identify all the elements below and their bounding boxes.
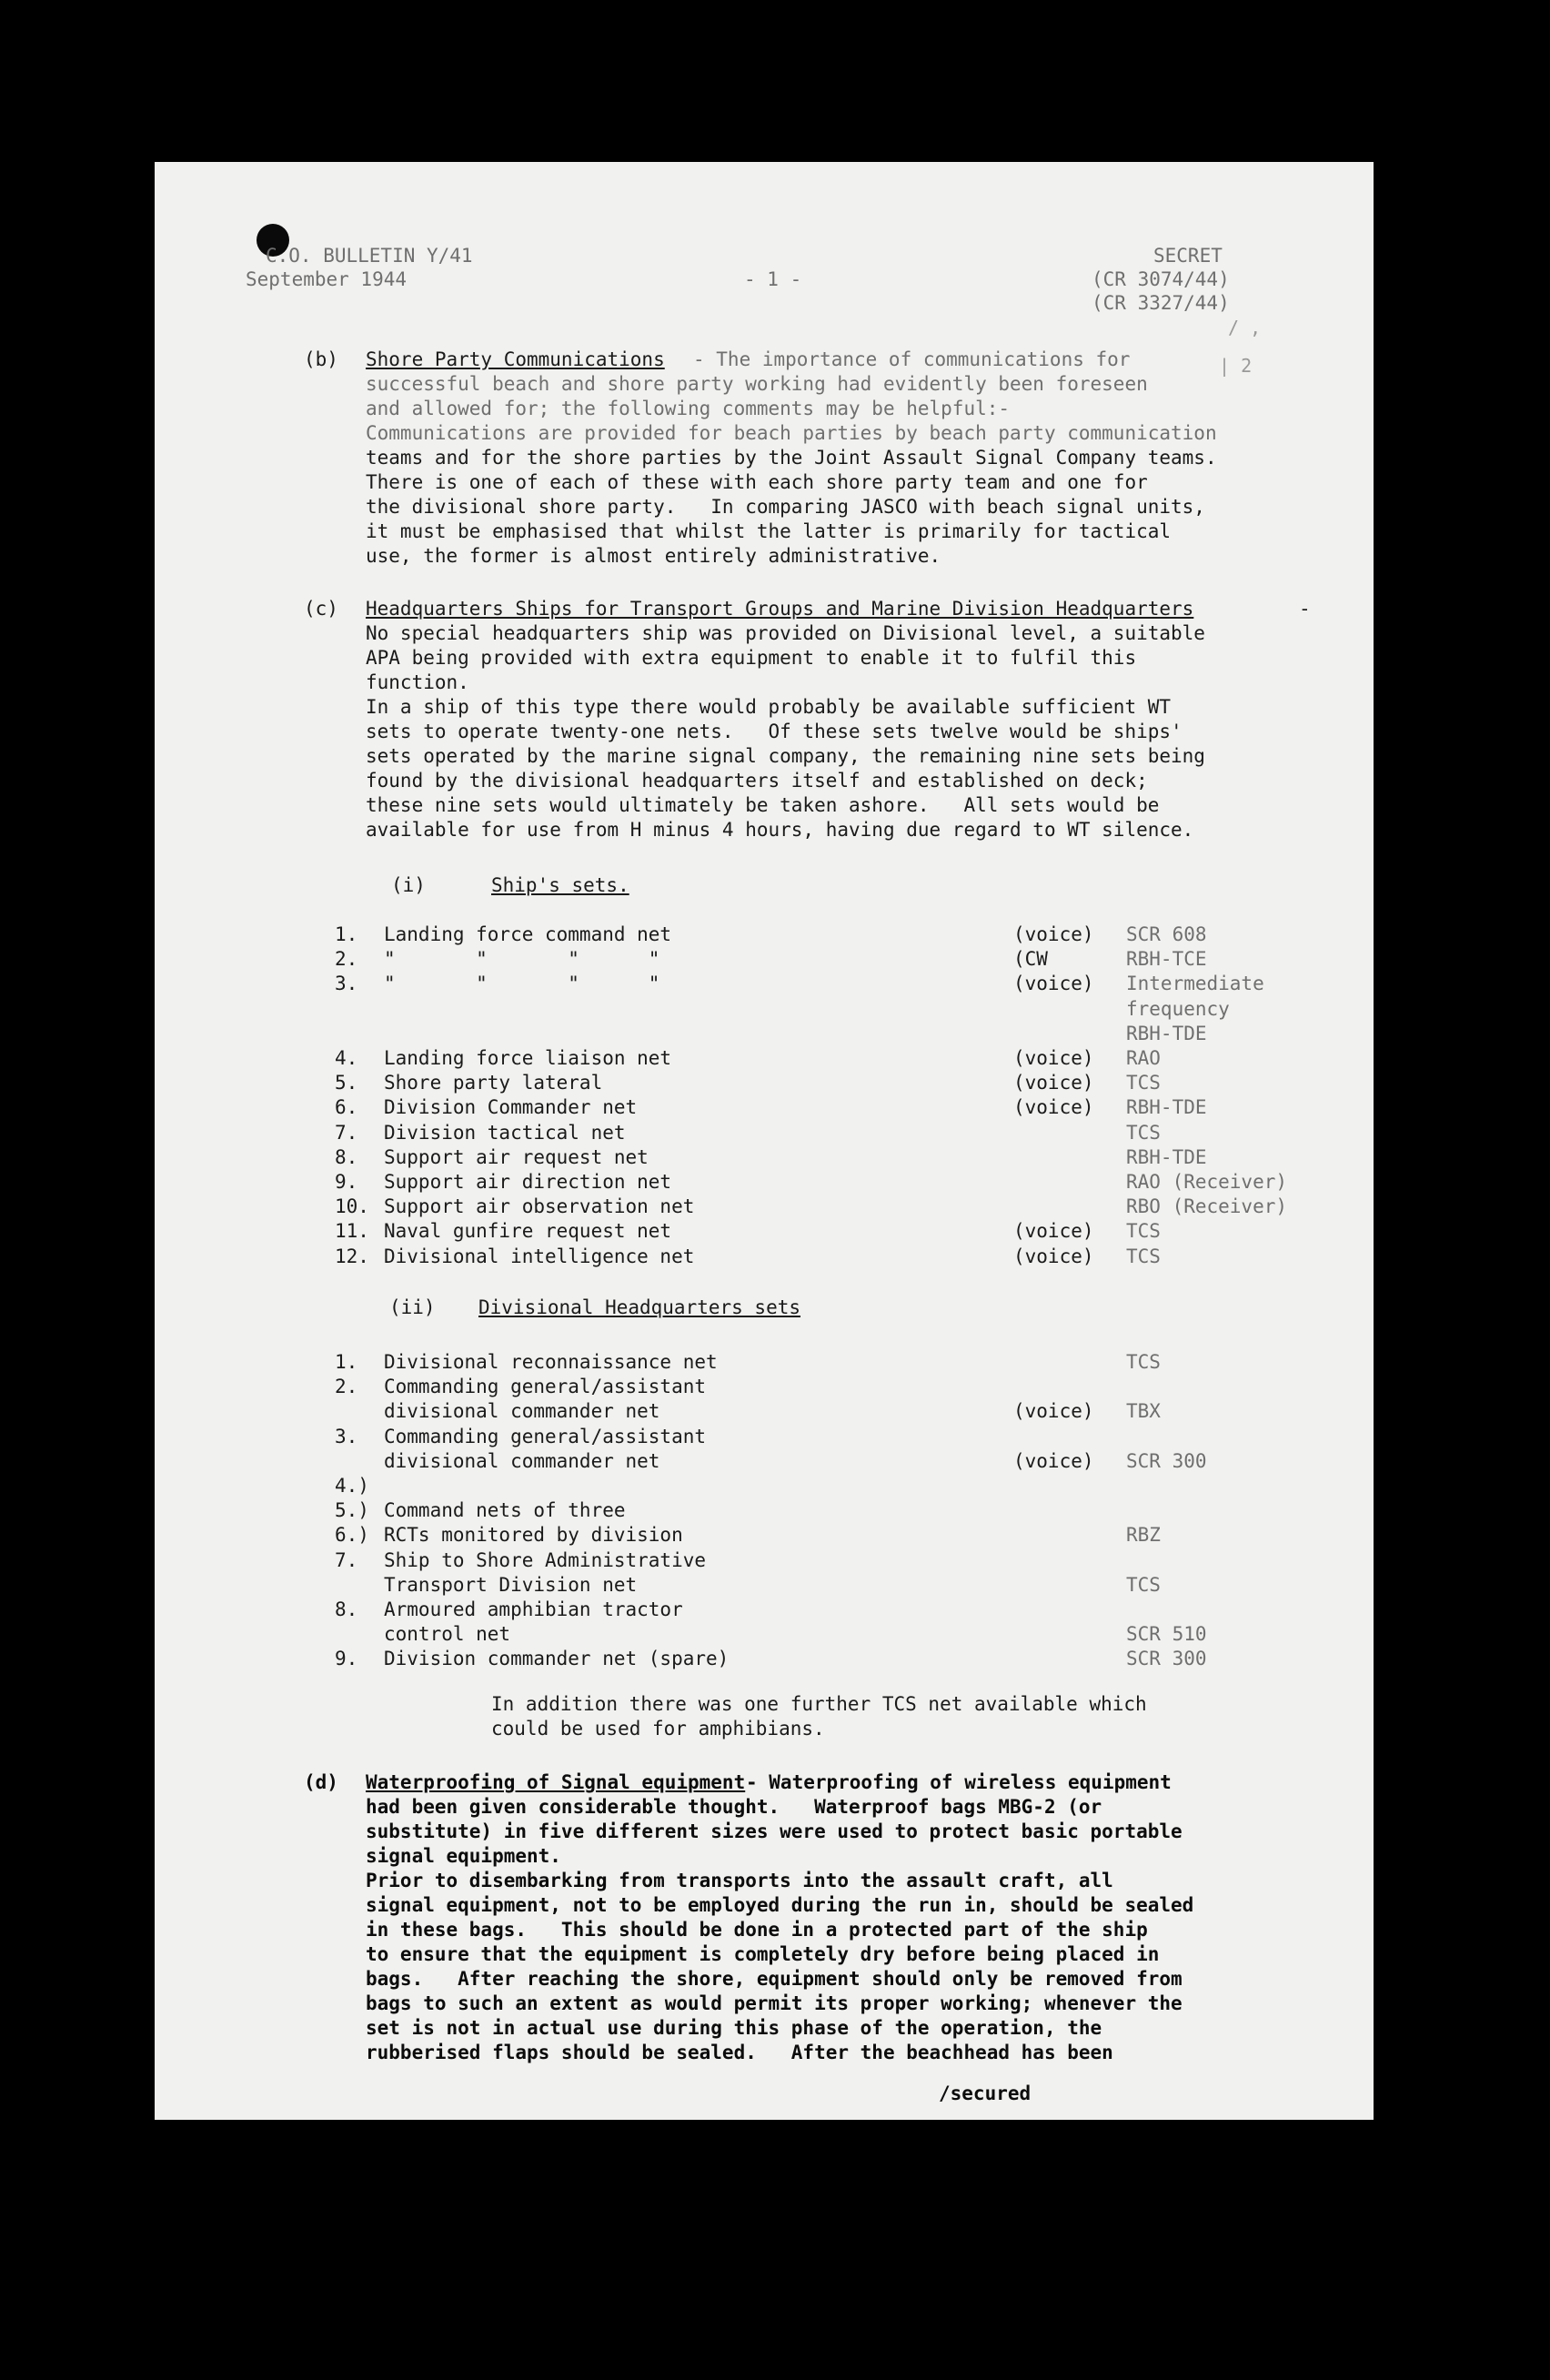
net-name: Division commander net (spare): [384, 1648, 730, 1670]
row-number: 1.: [335, 923, 358, 945]
section-d-line: signal equipment.: [366, 1845, 561, 1867]
section-d-line: Prior to disembarking from transports into the assault craft, all: [366, 1870, 1113, 1891]
section-d-line: to ensure that the equipment is completely dry before being placed in: [366, 1943, 1160, 1965]
row-number: 9.: [335, 1171, 358, 1193]
reference-2: (CR 3327/44): [1092, 292, 1230, 314]
subsection-ii-note: In addition there was one further TCS net available which: [491, 1693, 1147, 1715]
section-d-line: substitute) in five different sizes were used to protect basic portable: [366, 1820, 1183, 1842]
section-b-line: There is one of each of these with each shore party team and one for: [366, 471, 1148, 493]
section-d-line: set is not in actual use during this phase of the operation, the: [366, 2017, 1102, 2039]
reference-1: (CR 3074/44): [1092, 268, 1230, 290]
section-b-line: and allowed for; the following comments may be helpful:-: [366, 398, 1011, 419]
row-number: 3.: [335, 1425, 358, 1447]
net-mode: (CW: [1013, 948, 1094, 971]
section-c-dash: -: [1299, 598, 1311, 620]
page-number: - 1 -: [744, 268, 802, 290]
row-number: 7.: [335, 1121, 358, 1144]
section-c-line: sets to operate twenty-one nets. Of these sets twelve would be ships': [366, 721, 1183, 742]
net-name: Divisional intelligence net: [384, 1245, 695, 1267]
set-type: Intermediate: [1126, 973, 1264, 995]
net-name: Commanding general/assistant: [384, 1425, 707, 1447]
section-d-line: - Waterproofing of wireless equipment: [746, 1771, 1172, 1793]
row-number: 5.): [335, 1499, 369, 1522]
net-name: Support air direction net: [384, 1171, 672, 1193]
net-name: Landing force command net: [384, 923, 672, 945]
net-name: Command nets of three: [384, 1499, 626, 1522]
net-name: Support air request net: [384, 1145, 649, 1168]
net-mode: (voice): [1013, 1047, 1094, 1069]
margin-mark-2: | 2: [1219, 355, 1253, 377]
net-name: " " " ": [384, 973, 660, 995]
net-name: Transport Division net: [384, 1573, 638, 1596]
net-mode: (voice): [1013, 1400, 1094, 1423]
set-type: RBH-TDE: [1126, 1022, 1207, 1044]
section-b-line: successful beach and shore party working had evidently been foreseen: [366, 373, 1148, 395]
row-number: 4.: [335, 1047, 358, 1069]
net-mode: (voice): [1013, 1245, 1094, 1267]
section-b-line: - The importance of communications for: [693, 348, 1131, 370]
net-mode: (voice): [1013, 1220, 1094, 1243]
set-type: TCS: [1126, 1220, 1161, 1243]
net-name: control net: [384, 1623, 511, 1646]
set-type: frequency: [1126, 997, 1230, 1020]
section-b-label: (b): [304, 348, 338, 370]
section-d-label: (d): [304, 1771, 338, 1793]
section-c-line: sets operated by the marine signal company, the remaining nine sets being: [366, 745, 1205, 767]
row-number: 2.: [335, 948, 358, 971]
margin-mark: / ,: [1228, 317, 1262, 338]
row-number: 6.: [335, 1096, 358, 1119]
set-type: RBZ: [1126, 1524, 1161, 1547]
section-c-line: APA being provided with extra equipment to enable it to fulfil this: [366, 647, 1137, 669]
set-type: TCS: [1126, 1121, 1161, 1144]
section-b-line: teams and for the shore parties by the Joint Assault Signal Company teams.: [366, 447, 1217, 469]
catchword: /secured: [939, 2082, 1032, 2104]
section-b-line: the divisional shore party. In comparing JASCO with beach signal units,: [366, 496, 1205, 518]
section-c-line: these nine sets would ultimately be taken ashore. All sets would be: [366, 794, 1160, 816]
net-mode: (voice): [1013, 1449, 1094, 1472]
section-c-label: (c): [304, 598, 338, 620]
section-c-line: available for use from H minus 4 hours, having due regard to WT silence.: [366, 819, 1194, 841]
row-number: 2.: [335, 1376, 358, 1398]
row-number: 5.: [335, 1072, 358, 1094]
row-number: 10.: [335, 1195, 369, 1218]
net-name: Commanding general/assistant: [384, 1376, 707, 1398]
row-number: 6.): [335, 1524, 369, 1547]
set-type: RBO (Receiver): [1126, 1195, 1288, 1218]
subsection-ii-note: could be used for amphibians.: [491, 1718, 825, 1740]
net-name: Shore party lateral: [384, 1072, 603, 1094]
set-type: RAO (Receiver): [1126, 1171, 1288, 1193]
row-number: 3.: [335, 973, 358, 995]
net-mode: (voice): [1013, 973, 1094, 995]
section-d-heading: Waterproofing of Signal equipment: [366, 1771, 746, 1793]
section-b-heading: Shore Party Communications: [366, 348, 665, 370]
net-mode: (voice): [1013, 1096, 1094, 1119]
set-type: TCS: [1126, 1245, 1161, 1267]
section-b-line: it must be emphasised that whilst the latter is primarily for tactical: [366, 520, 1172, 542]
row-number: 8.: [335, 1598, 358, 1620]
set-type: RBH-TDE: [1126, 1096, 1207, 1119]
set-type: RBH-TDE: [1126, 1145, 1207, 1168]
section-c-line: found by the divisional headquarters itself and established on deck;: [366, 770, 1148, 792]
document-page: [155, 162, 1374, 2120]
net-name: divisional commander net: [384, 1449, 660, 1472]
subsection-i-label: (i): [391, 874, 426, 896]
set-type: SCR 608: [1126, 923, 1207, 945]
net-mode: (voice): [1013, 923, 1094, 945]
section-d-line: had been given considerable thought. Waterproof bags MBG-2 (or: [366, 1796, 1102, 1818]
net-name: Divisional reconnaissance net: [384, 1351, 718, 1373]
net-name: Division tactical net: [384, 1121, 626, 1144]
set-type: TCS: [1126, 1072, 1161, 1094]
section-c-line: No special headquarters ship was provided on Divisional level, a suitable: [366, 622, 1205, 644]
subsection-ii-heading: Divisional Headquarters sets: [478, 1296, 801, 1318]
net-name: Division Commander net: [384, 1096, 638, 1119]
set-type: TBX: [1126, 1400, 1161, 1423]
section-d-line: signal equipment, not to be employed during the run in, should be sealed: [366, 1894, 1194, 1916]
set-type: RBH-TCE: [1126, 948, 1207, 971]
section-b-line: use, the former is almost entirely administrative.: [366, 545, 941, 567]
subsection-i-heading: Ship's sets.: [491, 874, 629, 896]
section-b-line: Communications are provided for beach parties by beach party communication: [366, 422, 1217, 444]
net-name: Support air observation net: [384, 1195, 695, 1218]
net-name: " " " ": [384, 948, 660, 971]
classification: SECRET: [1153, 245, 1223, 267]
row-number: 12.: [335, 1245, 369, 1267]
section-d-line: rubberised flaps should be sealed. After the beachhead has been: [366, 2042, 1113, 2063]
set-type: SCR 300: [1126, 1449, 1207, 1472]
section-d-line: in these bags. This should be done in a protected part of the ship: [366, 1919, 1148, 1941]
bulletin-date: September 1944: [246, 268, 408, 290]
net-name: Naval gunfire request net: [384, 1220, 672, 1243]
net-name: Armoured amphibian tractor: [384, 1598, 683, 1620]
set-type: SCR 510: [1126, 1623, 1207, 1646]
section-d-line: bags to such an extent as would permit its proper working; whenever the: [366, 1992, 1183, 2014]
net-name: divisional commander net: [384, 1400, 660, 1423]
net-mode: (voice): [1013, 1072, 1094, 1094]
bulletin-reference: C.O. BULLETIN Y/41: [266, 245, 473, 267]
net-name: Landing force liaison net: [384, 1047, 672, 1069]
row-number: 4.): [335, 1475, 369, 1497]
section-c-line: function.: [366, 671, 469, 693]
net-name: Ship to Shore Administrative: [384, 1548, 707, 1571]
row-number: 8.: [335, 1145, 358, 1168]
row-number: 7.: [335, 1548, 358, 1571]
row-number: 11.: [335, 1220, 369, 1243]
section-d-line: bags. After reaching the shore, equipment should only be removed from: [366, 1968, 1183, 1990]
set-type: RAO: [1126, 1047, 1161, 1069]
set-type: SCR 300: [1126, 1648, 1207, 1670]
section-c-line: In a ship of this type there would probably be available sufficient WT: [366, 696, 1172, 718]
section-c-heading: Headquarters Ships for Transport Groups and Marine Division Headquarters: [366, 598, 1194, 620]
row-number: 9.: [335, 1648, 358, 1670]
set-type: TCS: [1126, 1351, 1161, 1373]
row-number: 1.: [335, 1351, 358, 1373]
subsection-ii-label: (ii): [389, 1296, 436, 1318]
set-type: TCS: [1126, 1573, 1161, 1596]
net-name: RCTs monitored by division: [384, 1524, 683, 1547]
